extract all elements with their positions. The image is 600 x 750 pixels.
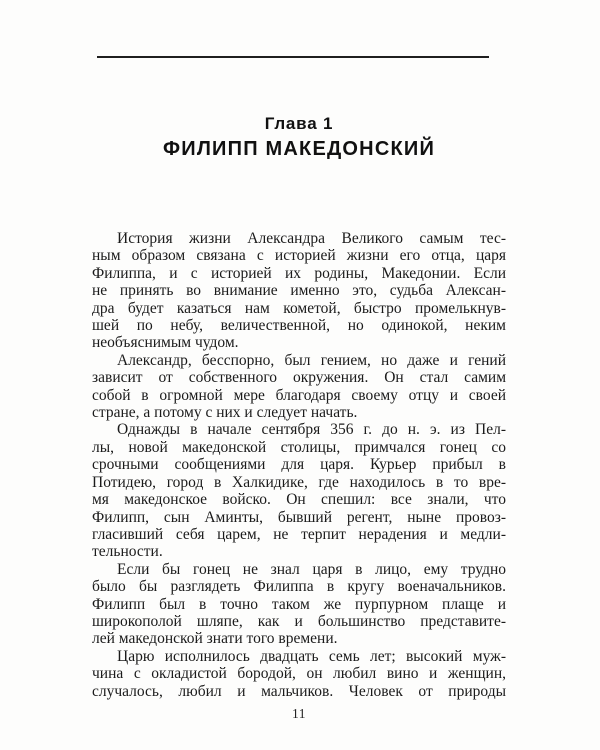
text-line: Потидею, город в Халкидике, где находилось в то вре-: [92, 473, 506, 491]
text-line: срочными сообщениями для царя. Курьер прибыл в: [92, 456, 506, 474]
header-rule: [97, 56, 489, 58]
text-line: тельности.: [92, 543, 163, 561]
text-line: необъяснимым чудом.: [92, 334, 239, 352]
text-line: случалось, любил и мальчиков. Человек от природы: [92, 682, 506, 700]
text-line: ным образом связана с историей жизни его отца, царя: [92, 247, 506, 265]
text-line: Филипп, сын Аминты, бывший регент, ныне провоз-: [92, 508, 506, 526]
text-line: не принять во внимание именно это, судьба Алексан-: [92, 282, 506, 300]
chapter-title: ФИЛИПП МАКЕДОНСКИЙ: [162, 138, 436, 160]
text-line: собой в огромной мере благодаря своему отцу и своей: [92, 386, 506, 404]
text-line: дра будет казаться нам кометой, быстро промелькнув-: [92, 299, 506, 317]
text-line: Если бы гонец не знал царя в лицо, ему трудно: [117, 560, 506, 578]
text-line: широкополой шляпе, как и большинство представите-: [92, 612, 506, 630]
chapter-label: Глава 1: [264, 114, 334, 133]
text-line: стране, а потому с них и следует начать.: [92, 404, 358, 422]
text-line: лы, новой македонской столицы, примчался гонец со: [92, 438, 506, 456]
text-line: шей по небу, величественной, но одинокой, неким: [92, 317, 506, 335]
paragraph: [92, 561, 506, 648]
paragraph: [92, 230, 506, 352]
text-line: мя македонское войско. Он спешил: все знали, что: [92, 491, 506, 509]
text-line: Однажды в начале сентября 356 г. до н. э. из Пел-: [117, 421, 506, 439]
text-line: гласивший себя царем, не терпит нерадения и медли-: [92, 525, 506, 543]
text-line: Царю исполнилось двадцать семь лет; высокий муж-: [117, 647, 506, 665]
text-line: Филиппа, и с историей их родины, Македонии. Если: [92, 264, 506, 282]
text-line: Александр, бесспорно, был гением, но даже и гений: [117, 351, 506, 369]
text-line: чина с окладистой бородой, он любил вино и женщин,: [92, 665, 506, 683]
text-line: История жизни Александра Великого самым тес-: [117, 230, 506, 247]
paragraph: [92, 352, 506, 422]
paragraph: [92, 648, 506, 700]
paragraph: [92, 421, 506, 560]
text-line: зависит от собственного окружения. Он стал самим: [92, 369, 506, 387]
page-number: 11: [292, 706, 306, 721]
text-line: было бы разглядеть Филиппа в кругу военачальников.: [92, 578, 506, 596]
text-line: Филипп был в точно таком же пурпурном плаще и: [92, 595, 506, 613]
text-line: лей македонской знати того времени.: [92, 630, 338, 648]
body-text: [92, 230, 506, 700]
